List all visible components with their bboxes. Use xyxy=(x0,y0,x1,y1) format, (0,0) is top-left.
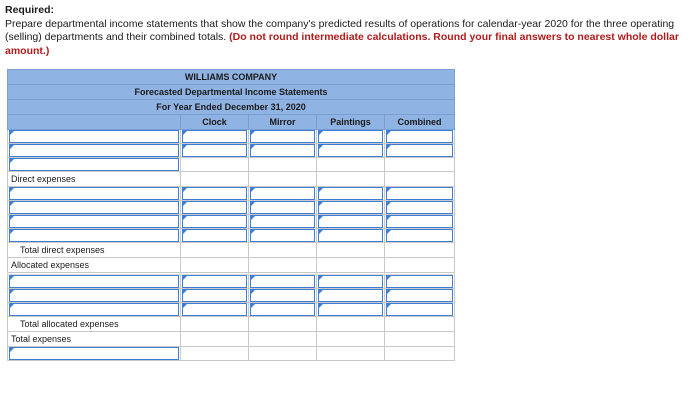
header-row-statement xyxy=(8,85,455,100)
row-label-input[interactable] xyxy=(9,347,179,360)
input-row xyxy=(8,144,455,158)
total-row-direct-expenses xyxy=(8,243,455,258)
label-column-header xyxy=(8,115,181,130)
clock-amount-input[interactable] xyxy=(182,201,247,214)
clock-amount-input[interactable] xyxy=(182,303,247,316)
clock-amount-input[interactable] xyxy=(182,229,247,242)
mirror-amount-input[interactable] xyxy=(250,303,315,316)
instructions xyxy=(5,4,695,58)
combined-amount-input[interactable] xyxy=(386,215,453,228)
section-row-direct-expenses xyxy=(8,172,455,187)
input-row xyxy=(8,187,455,201)
row-label-input[interactable] xyxy=(9,158,179,171)
paintings-amount-input[interactable] xyxy=(318,229,383,242)
row-label-input[interactable] xyxy=(9,303,179,316)
instructions-heading: Required: xyxy=(5,4,55,16)
combined-amount-input[interactable] xyxy=(386,289,453,302)
header-row-period xyxy=(8,100,455,115)
input-row xyxy=(8,158,455,172)
column-header-mirror: Mirror xyxy=(249,115,317,130)
mirror-amount-input[interactable] xyxy=(250,289,315,302)
income-statement-worksheet xyxy=(7,69,455,361)
combined-amount-input[interactable] xyxy=(386,144,453,157)
total-row-expenses xyxy=(8,332,455,347)
clock-amount-input[interactable] xyxy=(182,144,247,157)
clock-amount-input[interactable] xyxy=(182,215,247,228)
input-row xyxy=(8,347,455,361)
header-row-company xyxy=(8,70,455,85)
total-row-allocated-expenses xyxy=(8,317,455,332)
row-label-input[interactable] xyxy=(9,187,179,200)
mirror-amount-input[interactable] xyxy=(250,187,315,200)
mirror-amount-input[interactable] xyxy=(250,130,315,143)
combined-amount-input[interactable] xyxy=(386,130,453,143)
row-label-input[interactable] xyxy=(9,144,179,157)
statement-title: Forecasted Departmental Income Statements xyxy=(8,85,455,100)
mirror-amount-input[interactable] xyxy=(250,144,315,157)
paintings-amount-input[interactable] xyxy=(318,144,383,157)
total-allocated-expenses-label: Total allocated expenses xyxy=(8,317,181,332)
allocated-expenses-label: Allocated expenses xyxy=(8,258,181,273)
paintings-amount-input[interactable] xyxy=(318,289,383,302)
column-header-paintings: Paintings xyxy=(317,115,385,130)
paintings-amount-input[interactable] xyxy=(318,275,383,288)
paintings-amount-input[interactable] xyxy=(318,303,383,316)
instructions-text: Prepare departmental income statements that show the company's predicted results of operations for calendar-year 2020 for the three operating (selling) departments and their combined totals. xyxy=(5,17,675,43)
input-row xyxy=(8,215,455,229)
row-label-input[interactable] xyxy=(9,275,179,288)
mirror-amount-input[interactable] xyxy=(250,215,315,228)
mirror-amount-input[interactable] xyxy=(250,201,315,214)
input-row xyxy=(8,130,455,144)
input-row xyxy=(8,289,455,303)
direct-expenses-label: Direct expenses xyxy=(8,172,181,187)
column-header-combined: Combined xyxy=(385,115,455,130)
clock-amount-input[interactable] xyxy=(182,275,247,288)
column-header-clock: Clock xyxy=(181,115,249,130)
combined-amount-input[interactable] xyxy=(386,303,453,316)
instructions-body xyxy=(5,18,695,59)
section-row-allocated-expenses xyxy=(8,258,455,273)
input-row xyxy=(8,275,455,289)
input-row xyxy=(8,201,455,215)
clock-amount-input[interactable] xyxy=(182,289,247,302)
clock-amount-input[interactable] xyxy=(182,187,247,200)
row-label-input[interactable] xyxy=(9,229,179,242)
statement-period: For Year Ended December 31, 2020 xyxy=(8,100,455,115)
row-label-input[interactable] xyxy=(9,201,179,214)
mirror-amount-input[interactable] xyxy=(250,275,315,288)
rounding-note: (Do not round intermediate calculations. Round your final answers to nearest whole dollar amount.) xyxy=(5,31,679,57)
row-label-input[interactable] xyxy=(9,215,179,228)
combined-amount-input[interactable] xyxy=(386,187,453,200)
clock-amount-input[interactable] xyxy=(182,130,247,143)
paintings-amount-input[interactable] xyxy=(318,130,383,143)
paintings-amount-input[interactable] xyxy=(318,201,383,214)
input-row xyxy=(8,303,455,317)
input-row xyxy=(8,229,455,243)
combined-amount-input[interactable] xyxy=(386,201,453,214)
combined-amount-input[interactable] xyxy=(386,229,453,242)
combined-amount-input[interactable] xyxy=(386,275,453,288)
row-label-input[interactable] xyxy=(9,289,179,302)
total-direct-expenses-label: Total direct expenses xyxy=(8,243,181,258)
row-label-input[interactable] xyxy=(9,130,179,143)
company-name: WILLIAMS COMPANY xyxy=(8,70,455,85)
paintings-amount-input[interactable] xyxy=(318,215,383,228)
paintings-amount-input[interactable] xyxy=(318,187,383,200)
mirror-amount-input[interactable] xyxy=(250,229,315,242)
total-expenses-label: Total expenses xyxy=(8,332,181,347)
header-row-columns xyxy=(8,115,455,130)
